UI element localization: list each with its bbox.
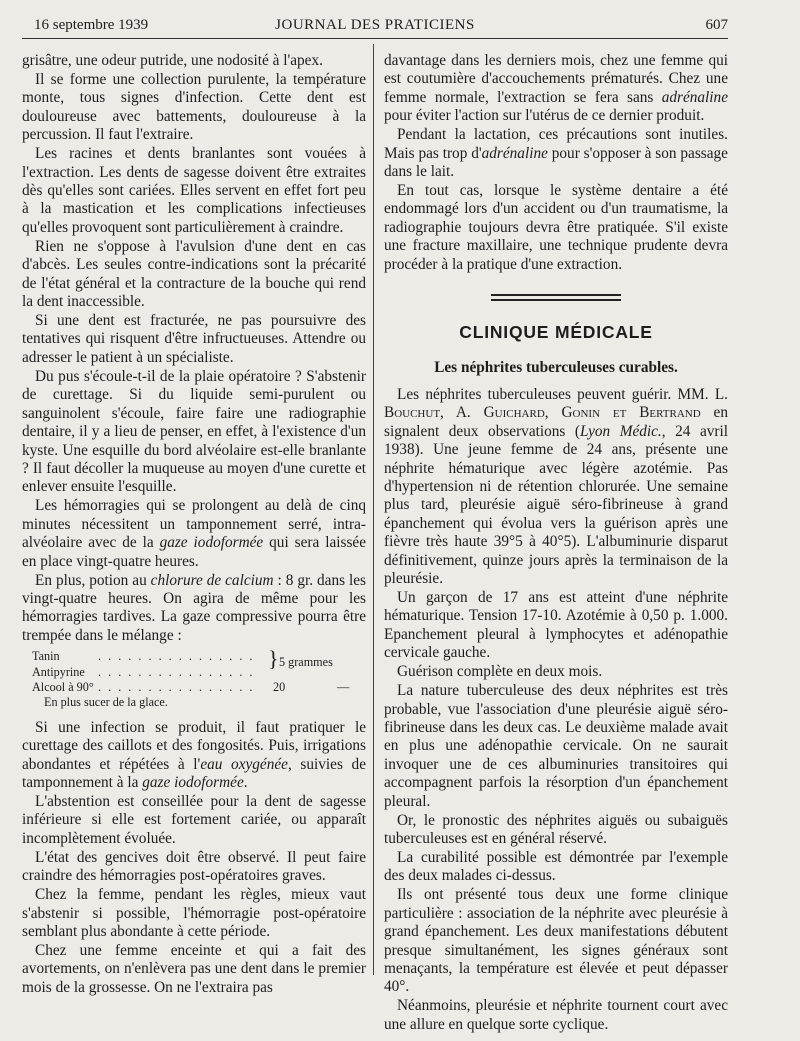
paragraph: Du pus s'écoule-t-il de la plaie opératoire ? S'abstenir de curettage. Si du liquide semi-purulent ou sanguinolent s'écoule, faire faire une radiographie dentaire, il y a lieu de penser, en effet, à l'existence d'un kyste. Une esquille du bord alvéolaire est-elle branlante ? Il faut décoller la muqueuse au moyen d'une curette et enlever ensuite l'esquille. <box>22 367 366 496</box>
header-rule <box>22 38 728 39</box>
paragraph: Il se forme une collection purulente, la température monte, tous signes d'infection. Cette dent est douloureuse avec battements, douloureuse à la percussion. Il faut l'extraire. <box>22 71 366 144</box>
dot-leader: . . . . . . . . . . . . . . . . <box>98 649 255 664</box>
paragraph <box>384 386 728 588</box>
text-run: : 8 gr. dans les vingt-quatre heures. On agira de même pour les hémorragies tardives. La gaze compressive pourra être trempée dans le mélange : <box>22 571 366 644</box>
paragraph: grisâtre, une odeur putride, une nodosité à l'apex. <box>22 52 323 69</box>
paragraph: Rien ne s'oppose à l'avulsion d'une dent en cas d'abcès. Les seules contre-indications sont la précarité de l'état général et la contracture de la bouche qui rend la dent inaccessible. <box>22 237 366 311</box>
text-run: , 24 avril 1938). Une jeune femme de 24 ans, présente une néphrite hématurique avec légère azotémie. Pas d'hypertension ni de rétention chlorurée. Une semaine plus tard, pleurésie aiguë séro-fibrineuse à grand épanchement qui évolua vers la guérison après une fièvre très haute 39°5 à 40°5). L'albuminurie disparut définitivement, quinze jours après la terminaison de la pleurésie. <box>384 422 728 587</box>
paragraph <box>384 126 728 181</box>
italic-term: gaze iodoformée <box>142 773 244 791</box>
italic-term: adrénaline <box>481 144 548 162</box>
paragraph: Si une dent est fracturée, ne pas poursuivre des tentatives qui risquent d'être infructueuses. Attendre ou adresser le patient à un spécialiste. <box>22 312 366 366</box>
unit: — <box>337 679 350 694</box>
paragraph: Chez une femme enceinte et qui a fait des avortements, on n'enlèvera pas une dent dans le premier mois de la grossesse. On ne l'extraira pas <box>22 941 366 996</box>
text-run: davantage dans les derniers mois, chez une femme qui est coutumière d'accouchements prématurés. Chez une femme normale, l'extraction se fera sans <box>384 52 728 106</box>
paragraph: Un garçon de 17 ans est atteint d'une néphrite hématurique. Tension 17-10. Azotémie à 0,50 p. 1.000. Epanchement pleural à lymphocytes et adénopathie cervicale gauche. <box>384 588 728 662</box>
running-header <box>22 14 728 36</box>
quantity: 20 <box>273 679 286 694</box>
paragraph: Ils ont présenté tous deux une forme clinique particulière : association de la néphrite avec pleurésie à grand épanchement. Les deux manifestations débutent presque simultanément, les signes généraux sont menaçants, la température est élevée et peut dépasser 40°. <box>384 886 728 996</box>
italic-term: chlorure de calcium <box>150 571 274 589</box>
text-run: Si une infection se produit, il faut pratiquer le curettage des caillots et des fongosités. Puis, irrigations abondantes et répétées à l' <box>22 718 366 773</box>
paragraph: En tout cas, lorsque le système dentaire a été endommagé lors d'un accident ou d'un traumatisme, la radiographie toujours devra être pratiquée. S'il existe une fracture maxillaire, une technique prudente devra procéder à la pratique d'une extraction. <box>384 182 728 273</box>
prescription-table <box>22 646 366 711</box>
author-names: Bouchut, A. Guichard, Gonin et Bertrand <box>384 404 701 422</box>
paragraph: Les racines et dents branlantes sont vouées à l'extraction. Les dents de sagesse doivent être extraites dès qu'elles sont cariées. Elles servent en effet fort peu à la mastication et les complications infectieuses qu'elles provoquent sont particulièrement à craindre. <box>22 145 366 236</box>
paragraph <box>22 572 366 646</box>
text-run: pour éviter l'action sur l'utérus de ce dernier produit. <box>384 107 705 125</box>
paragraph: Chez la femme, pendant les règles, mieux vaut s'abstenir si possible, l'hémorragie post-opératoire semblant plus abondante à cette période. <box>22 886 366 940</box>
paragraph <box>384 52 728 126</box>
paragraph <box>22 719 366 793</box>
text-run: . <box>243 773 248 791</box>
page-number: 607 <box>705 17 728 33</box>
text-run: En plus, potion au <box>35 571 151 589</box>
ingredient: Tanin <box>32 649 60 664</box>
italic-term: gaze iodoformée <box>159 534 264 552</box>
text-run: qui sera laissée en place vingt-quatre heures. <box>22 534 366 570</box>
text-run: Les hémorragies qui se prolongent au delà de cinq minutes nécessitent un tamponnement serré, intra-alvéolaire avec de la <box>22 497 366 552</box>
prescription-row <box>22 695 366 710</box>
paragraph: Guérison complète en deux mois. <box>397 663 603 681</box>
dot-leader: . . . . . . . . . . . . . . . . <box>98 679 255 694</box>
section-separator <box>491 294 621 301</box>
prescription-note: En plus sucer de la glace. <box>44 695 168 710</box>
prescription-row <box>22 680 366 695</box>
quantity: 5 grammes <box>279 655 333 670</box>
issue-date: 16 septembre 1939 <box>34 17 149 33</box>
text-run: , suivies de tamponnement à la <box>22 755 366 791</box>
paragraph: La curabilité possible est démontrée par l'exemple des deux malades ci-dessus. <box>384 849 728 885</box>
paragraph: L'abstention est conseillée pour la dent de sagesse inférieure si elle est fortement cariée, ou apparaît incomplètement évoluée. <box>22 792 366 847</box>
text-run: Pendant la lactation, ces précautions sont inutiles. Mais pas trop d' <box>384 126 728 162</box>
paragraph: Or, le pronostic des néphrites aiguës ou subaiguës tuberculeuses est en général réservé. <box>384 811 728 847</box>
article-title: Les néphrites tuberculeuses curables. <box>434 359 678 377</box>
text-run: en signalent deux observations ( <box>384 404 728 440</box>
ingredient: Antipyrine <box>32 664 85 679</box>
ingredient: Alcool à 90° <box>32 679 94 694</box>
right-column <box>384 52 728 1034</box>
dot-leader: . . . . . . . . . . . . . . . . <box>98 664 255 679</box>
journal-citation: Lyon Médic. <box>580 422 662 440</box>
brace-icon: } <box>268 646 279 672</box>
column-divider <box>373 44 374 975</box>
left-column <box>22 52 366 997</box>
text-run: pour s'opposer à son passage dans le lait. <box>384 144 728 181</box>
paragraph: Néanmoins, pleurésie et néphrite tournent court avec une allure en quelque sorte cyclique. <box>384 997 728 1033</box>
italic-term: adrénaline <box>661 88 728 106</box>
italic-term: eau oxygénée <box>200 755 288 773</box>
paragraph: La nature tuberculeuse des deux néphrites est très probable, vue l'association d'une pleurésie aiguë séro-fibrineuse dans les deux cas. Le deuxième malade avait en plus une adénopathie cervicale. On ne saurait invoquer une de ces albuminuries transitoires qui accompagnent parfois la résorption d'un épanchement pleural. <box>384 682 728 810</box>
journal-title: JOURNAL DES PRATICIENS <box>275 17 475 33</box>
text-run: Les néphrites tuberculeuses peuvent guérir. MM. L. <box>397 385 728 403</box>
paragraph <box>22 497 366 571</box>
section-heading: CLINIQUE MÉDICALE <box>459 322 653 343</box>
paragraph: L'état des gencives doit être observé. Il peut faire craindre des hémorragies post-opératoires graves. <box>22 848 366 885</box>
